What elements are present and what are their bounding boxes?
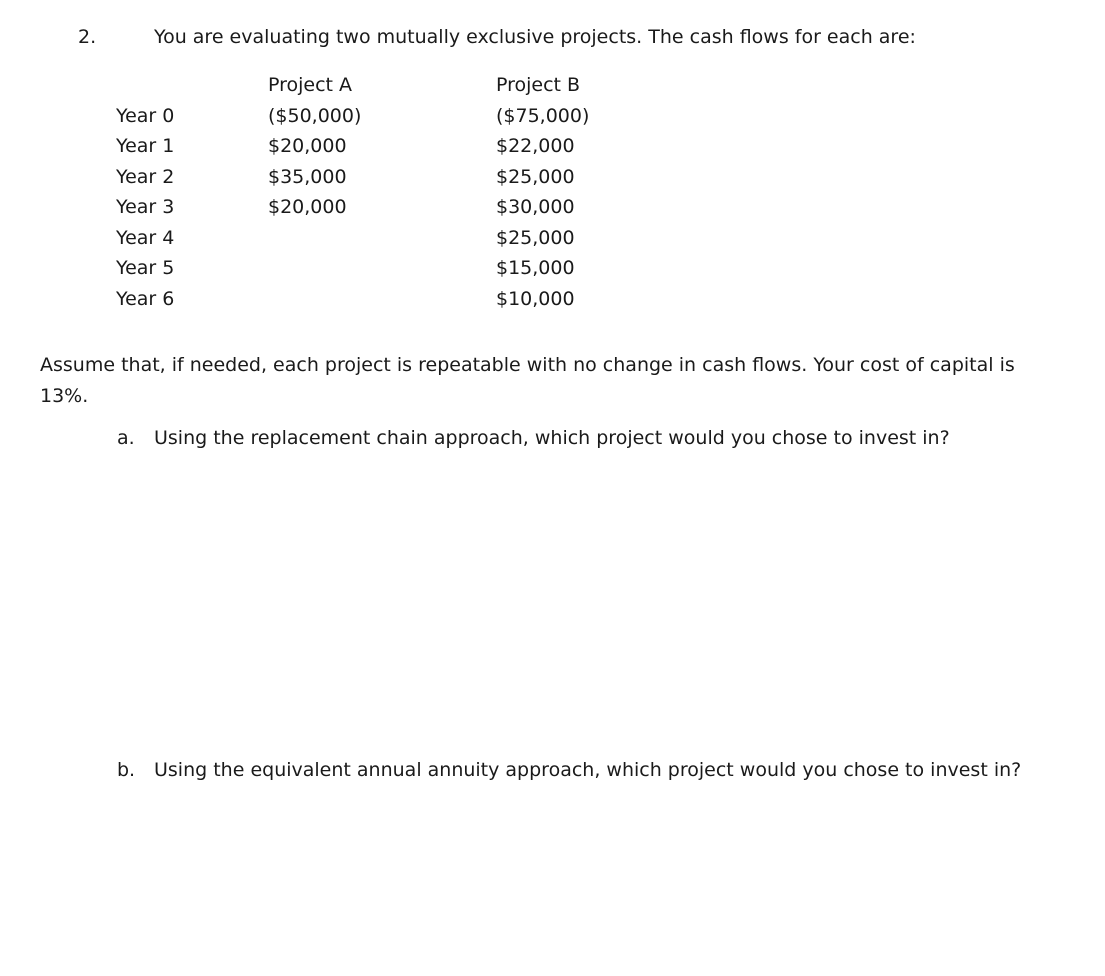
project-b-value: $25,000 [496,227,575,249]
part-a-question: Using the replacement chain approach, which project would you chose to invest in? [154,427,950,449]
part-a-letter: a. [117,427,135,449]
table-row [0,168,1105,190]
year-label: Year 3 [116,196,175,218]
project-b-value: $15,000 [496,257,575,279]
part-b-question: Using the equivalent annual annuity approach, which project would you chose to invest in? [154,759,1022,781]
question-intro: You are evaluating two mutually exclusive projects. The cash flows for each are: [154,26,916,48]
table-row [0,290,1105,312]
table-row [0,259,1105,281]
project-b-value: $22,000 [496,135,575,157]
table-row [0,107,1105,129]
project-a-value: $35,000 [268,166,347,188]
year-label: Year 0 [116,105,175,127]
assumption-paragraph: Assume that, if needed, each project is repeatable with no change in cash flows. Your cost of capital is 13%. [40,354,1015,407]
year-label: Year 4 [116,227,175,249]
project-a-header: Project A [268,74,353,96]
project-b-value: ($75,000) [496,105,590,127]
year-label: Year 1 [116,135,175,157]
part-b-letter: b. [117,759,136,781]
project-a-value: $20,000 [268,196,347,218]
table-row [0,198,1105,220]
year-label: Year 6 [116,288,175,310]
project-b-value: $10,000 [496,288,575,310]
year-label: Year 2 [116,166,175,188]
project-b-value: $30,000 [496,196,575,218]
project-a-value: $20,000 [268,135,347,157]
table-row [0,137,1105,159]
project-b-header: Project B [496,74,581,96]
project-a-value: ($50,000) [268,105,362,127]
project-b-value: $25,000 [496,166,575,188]
year-label: Year 5 [116,257,175,279]
table-row [0,229,1105,251]
question-number: 2. [78,26,97,48]
